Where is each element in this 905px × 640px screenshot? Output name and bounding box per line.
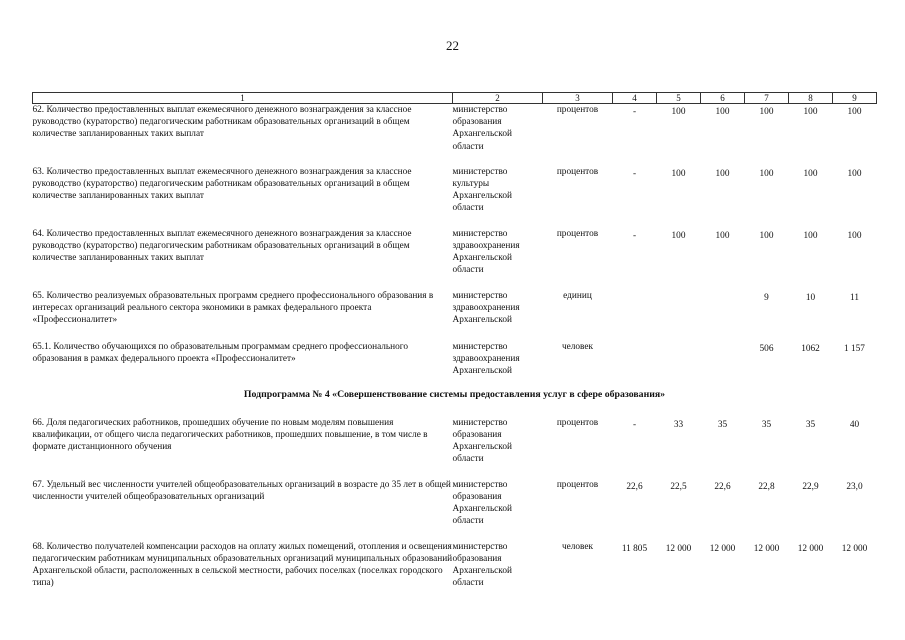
indicator-name: 68. Количество получателей компенсации расходов на оплату жилых помещений, отопления и освещения педагогическим работникам муниципальных образовательных организаций муниципальных образований Архангельской области, расположенных в сельской местности, рабочих поселках (поселках городского типа) bbox=[32, 541, 453, 589]
value-cell: 100 bbox=[803, 107, 818, 117]
indicator-name: 66. Доля педагогических работников, прошедших обучение по новым моделям повышения квалификации, от общего числа педагогических работников, прошедших повышение, в том числе в формате дистанционного обучения bbox=[32, 417, 428, 453]
value-cell: 12 000 bbox=[797, 543, 824, 554]
value-cell: 100 bbox=[847, 230, 862, 241]
value-cell: - bbox=[632, 107, 637, 117]
value-cell: 12 000 bbox=[709, 543, 736, 554]
responsible-org: министерство здравоохранения Архангельской области bbox=[452, 228, 520, 276]
subprogram-title: Подпрограмма № 4 «Совершенствование системы предоставления услуг в сфере образования» bbox=[243, 388, 666, 400]
unit: процентов bbox=[556, 105, 599, 115]
value-cell bbox=[701, 290, 745, 292]
responsible-org: министерство здравоохранения Архангельской bbox=[452, 341, 520, 376]
page-number: 22 bbox=[446, 38, 459, 53]
responsible-org: министерство здравоохранения Архангельской bbox=[452, 290, 520, 325]
value-cell: 22,6 bbox=[626, 481, 643, 492]
responsible-org: министерство образования Архангельской области bbox=[452, 479, 512, 527]
value-cell: - bbox=[632, 419, 637, 430]
table-row bbox=[33, 541, 877, 603]
value-cell: 100 bbox=[715, 230, 730, 241]
indicator-name: 62. Количество предоставленных выплат ежемесячного денежного вознаграждения за классное руководство (кураторство) педагогическим работникам образовательных организаций в общем количестве запланированных таких выплат bbox=[32, 105, 412, 140]
value-cell: 10 bbox=[805, 292, 816, 303]
value-cell bbox=[701, 341, 745, 343]
table-row bbox=[33, 104, 877, 166]
value-cell: 1 157 bbox=[844, 343, 865, 354]
unit: процентов bbox=[556, 417, 599, 428]
value-cell: 35 bbox=[761, 419, 772, 430]
col-header-1: 1 bbox=[33, 93, 453, 104]
value-cell: 100 bbox=[715, 168, 730, 179]
col-header-7: 7 bbox=[745, 93, 789, 104]
col-header-3: 3 bbox=[543, 93, 613, 104]
value-cell: 12 000 bbox=[841, 543, 868, 554]
col-header-2: 2 bbox=[453, 93, 543, 104]
col-header-9: 9 bbox=[833, 93, 877, 104]
value-cell: 9 bbox=[764, 292, 769, 303]
column-number-row bbox=[33, 93, 877, 104]
value-cell: 35 bbox=[805, 419, 816, 430]
value-cell: 22,5 bbox=[670, 481, 687, 492]
responsible-org: министерство образования Архангельской области bbox=[452, 105, 512, 152]
value-cell: 12 000 bbox=[665, 543, 692, 554]
table-row bbox=[33, 479, 877, 541]
indicator-name: 63. Количество предоставленных выплат ежемесячного денежного вознаграждения за классное руководство (кураторство) педагогическим работникам образовательных организаций в общем количестве запланированных таких выплат bbox=[32, 166, 412, 201]
value-cell: 11 bbox=[850, 292, 859, 303]
value-cell: 35 bbox=[717, 419, 728, 430]
unit: человек bbox=[561, 341, 594, 352]
value-cell: 100 bbox=[671, 107, 686, 117]
value-cell: - bbox=[632, 168, 637, 179]
table-row bbox=[33, 166, 877, 228]
unit: человек bbox=[561, 541, 594, 552]
value-cell: 100 bbox=[803, 230, 818, 241]
value-cell: 100 bbox=[759, 168, 774, 179]
table-row bbox=[33, 228, 877, 290]
unit: процентов bbox=[556, 228, 599, 239]
value-cell: 100 bbox=[759, 230, 774, 241]
value-cell: 100 bbox=[715, 107, 730, 117]
value-cell: 11 805 bbox=[621, 543, 648, 554]
col-header-6: 6 bbox=[701, 93, 745, 104]
value-cell bbox=[613, 341, 657, 343]
value-cell bbox=[657, 290, 701, 292]
col-header-5: 5 bbox=[657, 93, 701, 104]
responsible-org: министерство образования Архангельской области bbox=[452, 417, 512, 465]
indicator-name: 65.1. Количество обучающихся по образовательным программам среднего профессионального образования в рамках федерального проекта «Профессионалитет» bbox=[32, 341, 409, 364]
indicator-name: 65. Количество реализуемых образовательных программ среднего профессионального образования в интересах организаций реального сектора экономики в рамках федерального проекта «Профессионалитет» bbox=[32, 290, 434, 325]
value-cell: 22,8 bbox=[758, 481, 775, 492]
value-cell: 12 000 bbox=[753, 543, 780, 554]
unit: процентов bbox=[556, 479, 599, 490]
table-row bbox=[33, 290, 877, 341]
value-cell: 33 bbox=[673, 419, 684, 430]
value-cell: 100 bbox=[847, 107, 862, 117]
value-cell: 506 bbox=[759, 343, 774, 354]
value-cell: 100 bbox=[803, 168, 818, 179]
value-cell: - bbox=[632, 230, 637, 241]
value-cell bbox=[657, 341, 701, 343]
value-cell: 100 bbox=[671, 168, 686, 179]
indicators-table bbox=[32, 92, 877, 603]
table-row bbox=[33, 341, 877, 379]
indicator-name: 64. Количество предоставленных выплат ежемесячного денежного вознаграждения за классное руководство (кураторство) педагогическим работникам образовательных организаций в общем количестве запланированных таких выплат bbox=[32, 228, 412, 263]
unit: процентов bbox=[556, 166, 599, 177]
value-cell: 40 bbox=[849, 419, 860, 430]
value-cell: 100 bbox=[671, 230, 686, 241]
subprogram-row bbox=[33, 379, 877, 417]
indicator-name: 67. Удельный вес численности учителей общеобразовательных организаций в возрасте до 35 лет в общей численности учителей общеобразовательных организаций bbox=[32, 479, 451, 502]
unit: единиц bbox=[563, 290, 592, 301]
value-cell: 22,6 bbox=[714, 481, 731, 492]
col-header-8: 8 bbox=[789, 93, 833, 104]
value-cell: 100 bbox=[759, 107, 774, 117]
responsible-org: министерство культуры Архангельской области bbox=[452, 166, 512, 214]
value-cell: 22,9 bbox=[802, 481, 819, 492]
responsible-org: министерство образования Архангельской области bbox=[452, 541, 512, 589]
value-cell: 23,0 bbox=[846, 481, 863, 492]
table-row bbox=[33, 417, 877, 479]
value-cell: 1062 bbox=[801, 343, 820, 354]
col-header-4: 4 bbox=[613, 93, 657, 104]
value-cell bbox=[613, 290, 657, 292]
value-cell: 100 bbox=[847, 168, 862, 179]
